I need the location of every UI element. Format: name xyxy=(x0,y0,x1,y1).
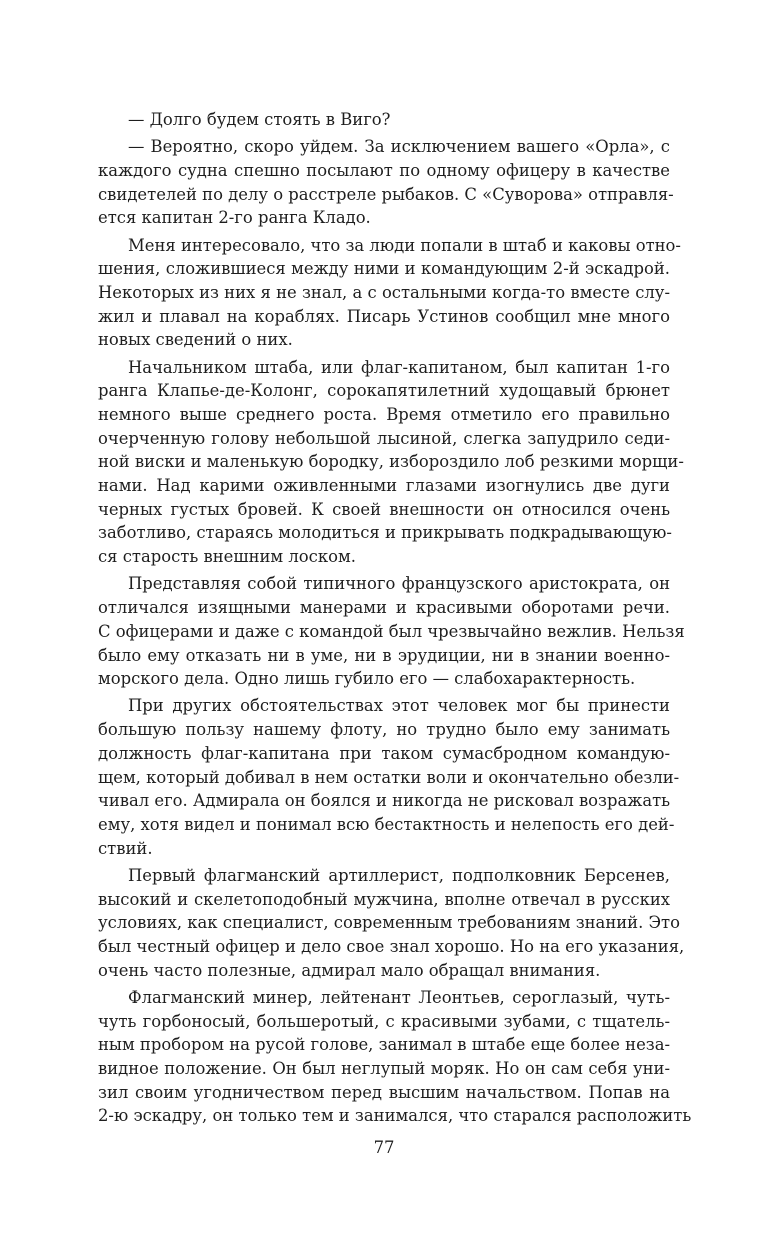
text-line: При других обстоятельствах этот человек мог бы принести xyxy=(128,696,670,716)
text-line: щем, который добивал в нем остатки воли и окончательно обезли- xyxy=(98,767,680,787)
text-line: жил и плавал на кораблях. Писарь Устинов сообщил мне много xyxy=(98,306,670,326)
text-line: Некоторых из них я не знал, а с остальными когда-то вместе слу- xyxy=(98,283,670,302)
text-line: очерченную голову небольшой лысиной, слегка запудрило седи- xyxy=(98,428,670,448)
text-line: — Вероятно, скоро уйдем. За исключением вашего «Орла», с xyxy=(128,137,670,157)
text-line: видное положение. Он был неглупый моряк. Но он сам себя уни- xyxy=(98,1058,670,1078)
text-line: Начальником штаба, или флаг-капитаном, был капитан 1-го xyxy=(128,357,670,377)
text-line: заботливо, стараясь молодиться и прикрывать подкрадывающую- xyxy=(98,523,672,543)
paragraph xyxy=(98,135,674,230)
page-body xyxy=(98,108,692,1128)
text-line: ему, хотя видел и понимал всю бестактность и нелепость его дей- xyxy=(98,814,675,834)
paragraph xyxy=(98,108,670,132)
text-line: нами. Над карими оживленными глазами изогнулись две дуги xyxy=(98,476,670,496)
text-line: свидетелей по делу о расстреле рыбаков. С «Суворова» отправля- xyxy=(98,184,674,204)
text-line: шения, сложившиеся между ними и командующим 2-й эскадрой. xyxy=(98,259,670,279)
text-line: ствий. xyxy=(98,838,153,858)
text-line: Меня интересовало, что за люди попали в штаб и каковы отно- xyxy=(128,235,681,255)
text-line: каждого судна спешно посылают по одному офицеру в качестве xyxy=(98,160,670,180)
text-line: ным пробором на русой голове, занимал в штабе еще более неза- xyxy=(98,1035,671,1055)
text-line: чивал его. Адмирала он боялся и никогда не рисковал возражать xyxy=(98,791,671,811)
text-line: немного выше среднего роста. Время отметило его правильно xyxy=(98,405,670,425)
text-line: морского дела. Одно лишь губило его — слабохарактерность. xyxy=(98,669,636,689)
text-line: должность флаг-капитана при таком сумасбродном командую- xyxy=(98,743,670,763)
page-number: 77 xyxy=(373,1138,395,1157)
text-line: ной виски и маленькую бородку, избороздило лоб резкими морщи- xyxy=(98,452,684,472)
paragraph xyxy=(98,572,685,690)
text-line: было ему отказать ни в уме, ни в эрудиции, ни в знании военно- xyxy=(98,645,670,665)
text-line: ется капитан 2-го ранга Кладо. xyxy=(98,208,371,228)
paragraph xyxy=(98,694,680,860)
text-line: отличался изящными манерами и красивыми оборотами речи. xyxy=(98,598,670,618)
text-line: — Долго будем стоять в Виго? xyxy=(128,110,391,129)
text-line: новых сведений о них. xyxy=(98,330,293,350)
text-line: условиях, как специалист, современным требованиям знаний. Это xyxy=(98,913,680,933)
text-line: чуть горбоносый, большеротый, с красивыми зубами, с тщатель- xyxy=(98,1011,670,1031)
text-line: 2-ю эскадру, он только тем и занимался, что старался расположить xyxy=(98,1106,692,1126)
text-line: Представляя собой типичного французского аристократа, он xyxy=(128,574,670,594)
paragraph xyxy=(98,986,692,1128)
text-line: высокий и скелетоподобный мужчина, вполне отвечал в русских xyxy=(98,889,670,909)
text-line: Первый флагманский артиллерист, подполковник Берсенев, xyxy=(128,865,670,885)
paragraph xyxy=(98,356,684,569)
text-line: ранга Клапье-де-Колонг, сорокапятилетний худощавый брюнет xyxy=(98,381,670,401)
paragraph xyxy=(98,864,685,982)
text-line: черных густых бровей. К своей внешности он относился очень xyxy=(98,499,670,519)
paragraph xyxy=(98,234,681,352)
text-line: зил своим угодничеством перед высшим начальством. Попав на xyxy=(98,1082,670,1102)
text-line: Флагманский минер, лейтенант Леонтьев, сероглазый, чуть- xyxy=(128,987,670,1007)
text-line: очень часто полезные, адмирал мало обращал внимания. xyxy=(98,960,601,980)
text-line: ся старость внешним лоском. xyxy=(98,547,356,567)
text-line: был честный офицер и дело свое знал хорошо. Но на его указания, xyxy=(98,936,685,956)
text-line: большую пользу нашему флоту, но трудно было ему занимать xyxy=(98,720,670,740)
text-line: С офицерами и даже с командой был чрезвычайно вежлив. Нельзя xyxy=(98,621,685,641)
